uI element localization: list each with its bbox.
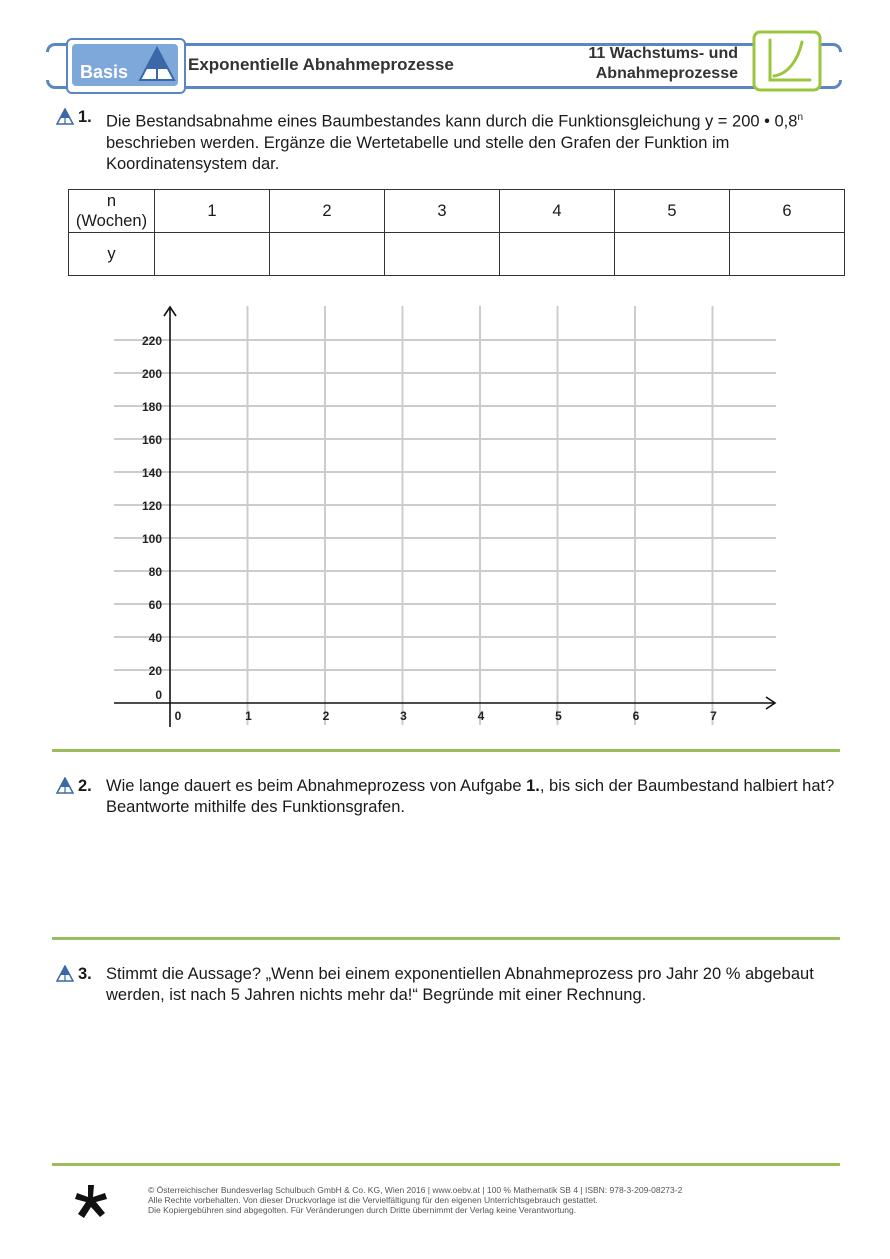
- x-tick-label: 2: [322, 709, 330, 723]
- table-cell-n: 1: [155, 190, 270, 233]
- y-tick-label: 220: [141, 334, 162, 348]
- y-tick-label: 140: [141, 466, 162, 480]
- table-head-n-line1: n: [106, 192, 117, 210]
- y-tick-label: 160: [141, 433, 162, 447]
- table-cell-n: 4: [500, 190, 615, 233]
- footer-line-2: Alle Rechte vorbehalten. Von dieser Druckvorlage ist die Vervielfältigung für den eigenen Unterrichtsgebrauch gestattet.: [148, 1195, 598, 1205]
- task-2-ref: 1.: [526, 777, 540, 795]
- copyright-footer: [148, 1185, 828, 1215]
- y-tick-label: 200: [141, 367, 162, 381]
- footer-line-3: Die Kopiergebühren sind abgegolten. Für Veränderungen durch Dritte übernimmt der Verlag keine Verantwortung.: [148, 1205, 577, 1215]
- y-tick-label: 120: [141, 499, 162, 513]
- task-2-number: 2.: [78, 777, 92, 795]
- chapter-line-1: 11 Wachstums- und: [588, 45, 738, 62]
- table-cell-n: 2: [270, 190, 385, 233]
- table-cell-n: 3: [385, 190, 500, 233]
- y-tick-label: 180: [141, 400, 162, 414]
- table-cell-n: 5: [615, 190, 730, 233]
- x-tick-label: 5: [555, 709, 562, 723]
- y-tick-label: 40: [148, 631, 162, 645]
- footer-line-1: © Österreichischer Bundesverlag Schulbuch GmbH & Co. KG, Wien 2016 | www.oebv.at | 100 % Mathematik SB 4 | ISBN: 978-3-209-08273-2: [148, 1185, 683, 1195]
- table-head-n-line2: (Wochen): [75, 212, 148, 230]
- x-tick-label: 7: [710, 709, 717, 723]
- basis-label: Basis: [80, 62, 129, 82]
- task-2-text-b: , bis sich der Baumbestand halbiert hat? Beantworte mithilfe des Funktionsgrafen.: [106, 777, 835, 816]
- task-1-superscript: n: [797, 112, 803, 123]
- y-tick-label: 100: [141, 532, 162, 546]
- task-2-text-a: Wie lange dauert es beim Abnahmeprozess von Aufgabe: [106, 777, 527, 795]
- separator-3: [52, 1163, 840, 1166]
- y-tick-label: 80: [148, 565, 162, 579]
- task-2-text: [106, 776, 846, 818]
- task-3-number: 3.: [78, 965, 92, 983]
- separator-2: [52, 937, 840, 940]
- table-cell-n: 6: [730, 190, 845, 233]
- task-3-text: Stimmt die Aussage? „Wenn bei einem exponentiellen Abnahmeprozess pro Jahr 20 % abgebaut werden, ist nach 5 Jahren nichts mehr da!“ Begründe mit einer Rechnung.: [106, 965, 814, 1004]
- table-head-y: y: [69, 233, 155, 276]
- worksheet-title: Exponentielle Abnahmeprozesse: [188, 55, 454, 74]
- task-1-text-b: beschrieben werden. Ergänze die Wertetabelle und stelle den Grafen der Funktion im Koordinatensystem dar.: [106, 133, 730, 173]
- y-tick-label: 60: [148, 598, 162, 612]
- x-tick-label: 0: [174, 709, 182, 723]
- x-tick-label: 1: [245, 709, 252, 723]
- task-1-text-a: Die Bestandsabnahme eines Baumbestandes kann durch die Funktionsgleichung y = 200 • 0,8: [106, 112, 798, 131]
- x-tick-label: 3: [400, 709, 407, 723]
- publisher-logo-icon: [72, 1183, 110, 1221]
- x-tick-label: 4: [477, 709, 485, 723]
- task-1-number: 1.: [78, 108, 92, 126]
- y-tick-label: 20: [148, 664, 162, 678]
- chapter-line-2: Abnahmeprozesse: [595, 65, 738, 82]
- basis-level-icon: [56, 777, 74, 794]
- x-tick-label: 6: [632, 709, 640, 723]
- separator-1: [52, 749, 840, 752]
- y-tick-label: 0: [155, 688, 162, 702]
- basis-level-icon: [56, 965, 74, 982]
